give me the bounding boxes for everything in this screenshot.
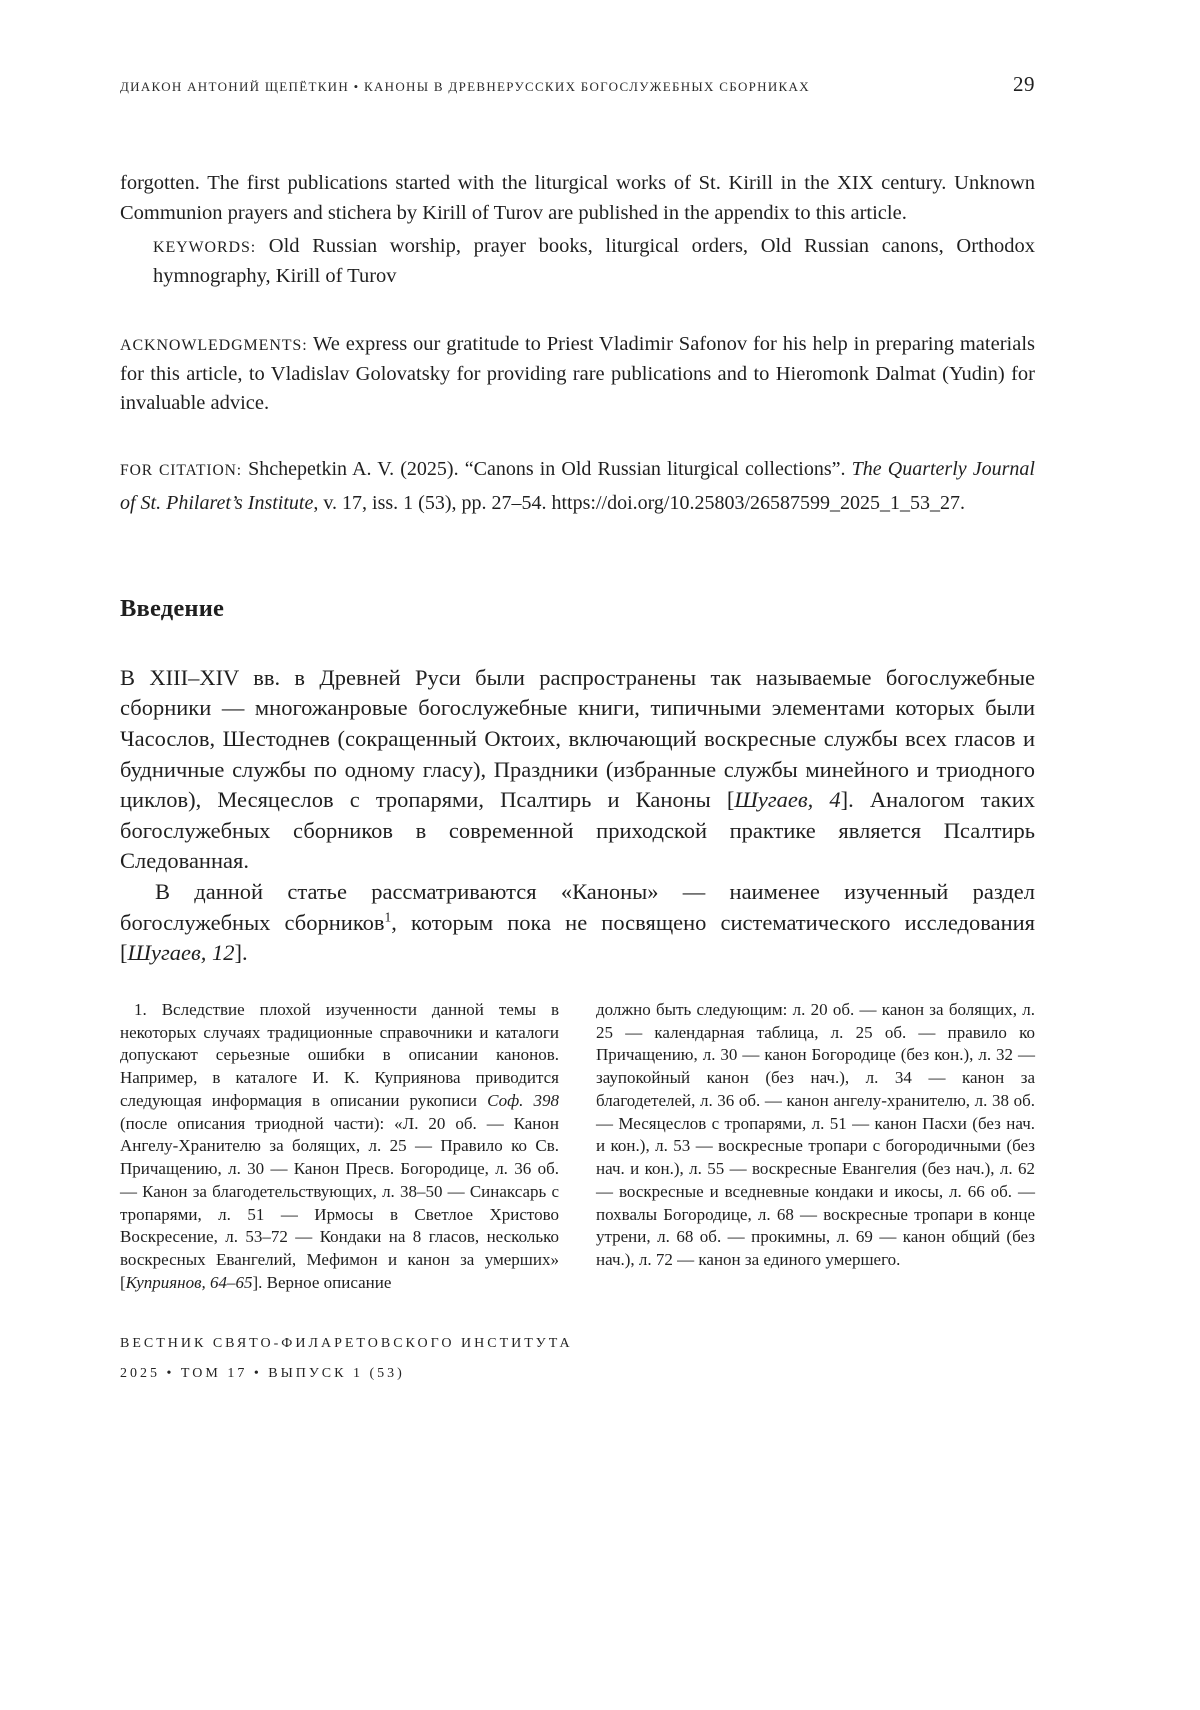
keywords-block — [153, 232, 1035, 291]
running-title: ДИАКОН АНТОНИЙ ЩЕПЁТКИН • КАНОНЫ В ДРЕВНЕРУССКИХ БОГОСЛУЖЕБНЫХ СБОРНИКАХ — [120, 79, 810, 94]
intro-p2-reference: Шугаев, 12 — [127, 940, 235, 966]
citation-text-after: , v. 17, iss. 1 (53), pp. 27–54. — [313, 492, 552, 515]
intro-p1-text: В XIII–XIV вв. в Древней Руси были распространены так называемые богослужебные сборники — многожанровые богослужебные книги, типичными элементами которых были Часослов, Шестоднев (сокращенный Октоих, включающий воскресные службы всех гласов и будничные службы по одному гласу), Праздники (избранные службы минейного и триодного циклов), Месяцеслов с тропарями, Псалтирь и Каноны [ — [120, 664, 1035, 813]
citation-doi-url-part2: 10.25803/26587599_2025_1_53_27. — [669, 492, 966, 515]
citation-text-before: Shchepetkin A. V. (2025). “Canons in Old Russian liturgical collections”. — [242, 458, 852, 481]
acknowledgments-label: ACKNOWLEDGMENTS: — [120, 336, 308, 354]
footnotes-section — [120, 999, 1035, 1295]
footnote-column-right — [596, 999, 1035, 1295]
section-heading: Введение — [120, 594, 225, 622]
page-header — [120, 72, 1035, 97]
citation-doi-url-part1: https://doi.org/ — [551, 492, 670, 515]
page-footer — [120, 1329, 1035, 1389]
acknowledgments-section — [120, 330, 1035, 419]
abstract-text: forgotten. The first publications started with the liturgical works of St. Kirill in the XIX century. Unknown Communion prayers and stichera by Kirill of Turov are published in the appendix to this article. — [120, 172, 1035, 224]
footnote-manuscript-ref: Соф. 398 — [487, 1090, 559, 1110]
keywords-label: KEYWORDS: — [153, 239, 257, 257]
citation-label: FOR CITATION: — [120, 462, 243, 480]
acknowledgments-block — [120, 330, 1035, 419]
footnote-text-end: ]. Верное описание — [252, 1272, 392, 1292]
keywords-text: Old Russian worship, prayer books, liturgical orders, Old Russian canons, Orthodox hymnography, Kirill of Turov — [153, 235, 1035, 288]
footnote-text-cont: (после описания триодной части): «Л. 20 об. — Канон Ангелу-Хранителю за болящих, л. 25 — Правило ко Св. Причащению, л. 30 — Канон Пресв. Богородице, л. 36 об. — Канон за благодетельствующих, л. 38–50 — Синаксарь с тропарями, л. 51 — Ирмосы в Светлое Христово Воскресение, л. 53–72 — Кондаки на 8 гласов, несколько воскресных Евангелий, Мефимон и канон за умерших» [ — [120, 1113, 559, 1292]
footnote-1-left — [120, 999, 559, 1295]
intro-p2-text-cont: , которым пока не посвящено систематического исследования [ — [120, 909, 1036, 966]
citation-journal-title: The Quarterly Journal of St. Philaret’s Institute — [120, 458, 1035, 515]
intro-p2-text: В данной статье рассматриваются «Каноны» — наименее изученный раздел богослужебных сборников — [120, 878, 1035, 935]
issue-info: 2025 • ТОМ 17 • ВЫПУСК 1 (53) — [120, 1365, 405, 1381]
intro-paragraph-2 — [120, 877, 1035, 969]
footnote-column-left — [120, 999, 559, 1295]
introduction-section — [120, 595, 1035, 969]
footnote-ref-1: 1 — [384, 909, 392, 925]
footnote-source-ref: Куприянов, 64–65 — [125, 1272, 253, 1292]
intro-p1-reference: Шугаев, 4 — [734, 787, 841, 813]
abstract-section — [120, 169, 1035, 292]
journal-name: ВЕСТНИК СВЯТО-ФИЛАРЕТОВСКОГО ИНСТИТУТА — [120, 1335, 573, 1351]
footnote-text: 1. Вследствие плохой изученности данной темы в некоторых случаях традиционные справочники и каталоги допускают серьезные ошибки в описании канонов. Например, в каталоге И. К. Куприянова приводится следующая информация в описании рукописи — [120, 999, 559, 1110]
intro-p1-text-cont: ]. Аналогом таких богослужебных сборников в современной приходской практике является Псалтирь Следованная. — [120, 787, 1035, 874]
page-number: 29 — [1013, 72, 1035, 96]
footnote-1-right: должно быть следующим: л. 20 об. — канон за болящих, л. 25 — календарная таблица, л. 25 об. — правило ко Причащению, л. 30 — канон Богородице (без кон.), л. 32 — заупокойный канон (без нач.), л. 34 — канон за благодетелей, л. 36 об. — канон ангелу-хранителю, л. 38 об. — Месяцеслов с тропарями, л. 51 — канон Пасхи (без нач. и кон.), л. 53 — воскресные тропари с богородичными (без нач. и кон.), л. 55 — воскресные Евангелия (без нач.), л. 62 — воскресные и вседневные кондаки и икосы, л. 66 об. — похвалы Богородице, л. 68 — воскресные тропари в конце утрени, л. 68 об. — прокимны, л. 69 — канон общий (без нач.), л. 72 — канон за единого умершего. — [596, 999, 1035, 1270]
acknowledgments-text: We express our gratitude to Priest Vladimir Safonov for his help in preparing materials for this article, to Vladislav Golovatsky for providing rare publications and to Hieromonk Dalmat (Yudin) for invaluable advice. — [120, 332, 1035, 415]
citation-section — [120, 452, 1035, 521]
intro-paragraph-1 — [120, 663, 1035, 877]
intro-p2-text-end: ]. — [234, 940, 248, 966]
citation-block — [120, 452, 1035, 521]
